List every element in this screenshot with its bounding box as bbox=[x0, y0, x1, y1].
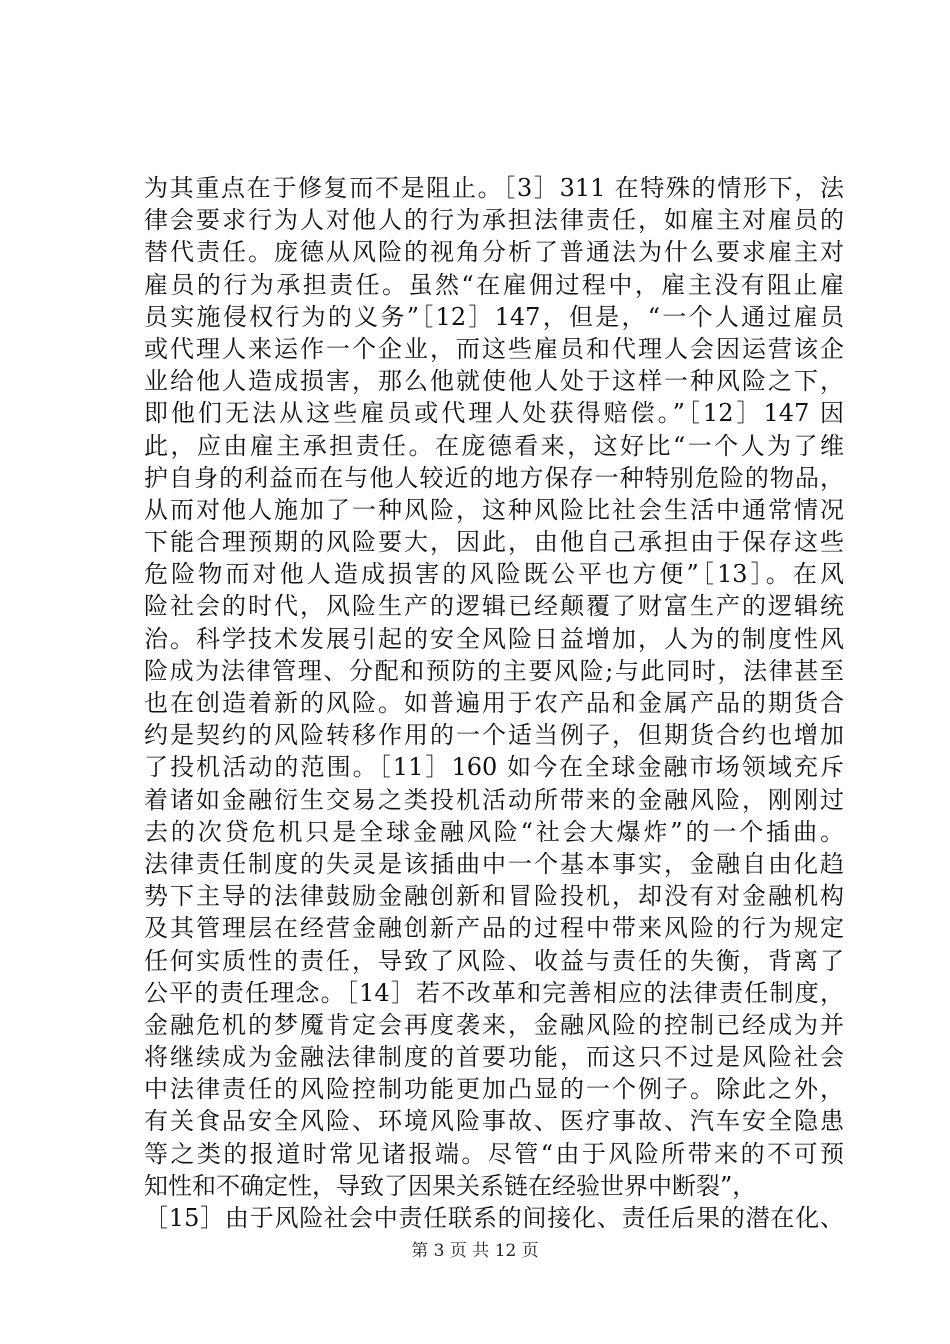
text-line-3: 替代责任。庞德从风险的视角分析了普通法为什么要求雇主对 bbox=[144, 238, 844, 267]
text-line-15: 治。科学技术发展引起的安全风险日益增加，人为的制度性风 bbox=[144, 624, 844, 653]
text-line-22: 法律责任制度的失灵是该插曲中一个基本事实，金融自由化趋 bbox=[144, 849, 844, 878]
text-line-6: 或代理人来运作一个企业，而这些雇员和代理人会因运营该企 bbox=[144, 334, 844, 363]
text-line-30: 有关食品安全风险、环境风险事故、医疗事故、汽车安全隐患 bbox=[144, 1107, 844, 1136]
text-line-32: 知性和不确定性，导致了因果关系链在经验世界中断裂”， bbox=[144, 1171, 757, 1200]
text-line-31: 等之类的报道时常见诸报端。尽管“由于风险所带来的不可预 bbox=[144, 1139, 844, 1168]
text-line-23: 势下主导的法律鼓励金融创新和冒险投机，却没有对金融机构 bbox=[144, 882, 844, 911]
text-line-17: 也在创造着新的风险。如普遍用于农产品和金属产品的期货合 bbox=[144, 689, 844, 717]
text-line-25: 任何实质性的责任，导致了风险、收益与责任的失衡，背离了 bbox=[144, 946, 844, 975]
text-line-27: 金融危机的梦魇肯定会再度袭来，金融风险的控制已经成为并 bbox=[144, 1010, 844, 1039]
text-line-14: 险社会的时代，风险生产的逻辑已经颠覆了财富生产的逻辑统 bbox=[144, 592, 844, 621]
text-line-18: 约是契约的风险转移作用的一个适当例子，但期货合约也增加 bbox=[144, 721, 844, 750]
text-line-13: 危险物而对他人造成损害的风险既公平也方便”［13］。在风 bbox=[144, 560, 844, 589]
text-line-19: 了投机活动的范围。［11］160 如今在全球金融市场领域充斥 bbox=[144, 753, 844, 782]
page-number-footer: 第 3 页 共 12 页 bbox=[411, 1241, 539, 1261]
text-line-16: 险成为法律管理、分配和预防的主要风险;与此同时，法律甚至 bbox=[144, 656, 844, 685]
text-line-4: 雇员的行为承担责任。虽然“在雇佣过程中，雇主没有阻止雇 bbox=[144, 270, 844, 299]
text-line-29: 中法律责任的风险控制功能更加凸显的一个例子。除此之外， bbox=[144, 1075, 844, 1104]
text-line-10: 护自身的利益而在与他人较近的地方保存一种特别危险的物品， bbox=[144, 463, 844, 492]
text-line-12: 下能合理预期的风险要大，因此，由他自己承担由于保存这些 bbox=[144, 528, 844, 557]
text-line-1: 为其重点在于修复而不是阻止。［3］311 在特殊的情形下，法 bbox=[144, 174, 844, 202]
body-text bbox=[144, 172, 844, 1234]
text-line-28: 将继续成为金融法律制度的首要功能，而这只不过是风险社会 bbox=[144, 1043, 844, 1072]
text-line-20: 着诸如金融衍生交易之类投机活动所带来的金融风险，刚刚过 bbox=[144, 785, 844, 814]
text-line-8: 即他们无法从这些雇员或代理人处获得赔偿。”［12］147 因 bbox=[144, 399, 844, 428]
text-line-9: 此，应由雇主承担责任。在庞德看来，这好比“一个人为了维 bbox=[144, 431, 844, 460]
text-line-7: 业给他人造成损害，那么他就使他人处于这样一种风险之下， bbox=[144, 367, 844, 396]
text-line-24: 及其管理层在经营金融创新产品的过程中带来风险的行为规定 bbox=[144, 914, 844, 943]
text-line-11: 从而对他人施加了一种风险，这种风险比社会生活中通常情况 bbox=[144, 495, 844, 524]
text-line-26: 公平的责任理念。［14］若不改革和完善相应的法律责任制度， bbox=[144, 978, 844, 1007]
text-line-2: 律会要求行为人对他人的行为承担法律责任，如雇主对雇员的 bbox=[144, 206, 844, 235]
text-line-5: 员实施侵权行为的义务”［12］147，但是，“一个人通过雇员 bbox=[144, 302, 844, 331]
text-line-33: ［15］由于风险社会中责任联系的间接化、责任后果的潜在化、 bbox=[144, 1204, 844, 1232]
text-line-21: 去的次贷危机只是全球金融风险“社会大爆炸”的一个插曲。 bbox=[144, 817, 844, 846]
